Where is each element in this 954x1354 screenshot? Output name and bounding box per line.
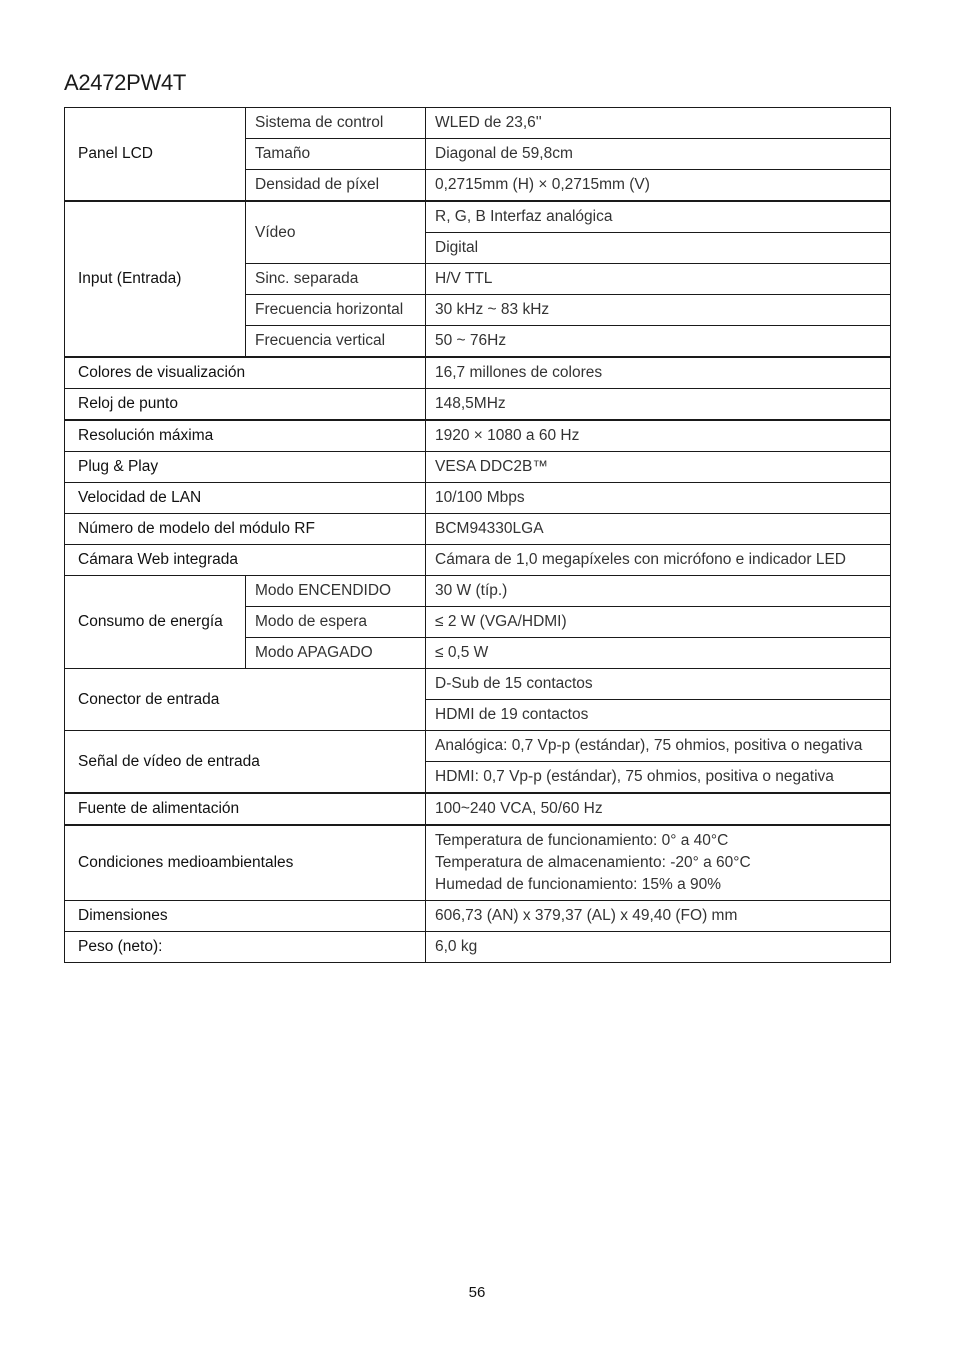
table-row [65, 669, 891, 700]
spec-name: Frecuencia vertical [246, 326, 426, 358]
spec-value: H/V TTL [426, 264, 891, 295]
spec-value: 1920 × 1080 a 60 Hz [426, 420, 891, 452]
spec-category-panel: Panel LCD [65, 108, 246, 202]
spec-name: Modo de espera [246, 607, 426, 638]
spec-name: Tamaño [246, 139, 426, 170]
table-row [65, 420, 891, 452]
spec-value: 10/100 Mbps [426, 483, 891, 514]
spec-name: Modo ENCENDIDO [246, 576, 426, 607]
table-row [65, 357, 891, 389]
table-row [65, 514, 891, 545]
table-row [65, 389, 891, 421]
spec-value: 0,2715mm (H) × 0,2715mm (V) [426, 170, 891, 202]
spec-name: Sinc. separada [246, 264, 426, 295]
page-number: 56 [468, 1284, 486, 1301]
table-row [65, 108, 891, 139]
table-row [65, 545, 891, 576]
spec-value: R, G, B Interfaz analógica [426, 201, 891, 233]
spec-category-plug-play: Plug & Play [65, 452, 426, 483]
spec-value: BCM94330LGA [426, 514, 891, 545]
spec-value: Digital [426, 233, 891, 264]
spec-name: Sistema de control [246, 108, 426, 139]
table-row [65, 932, 891, 963]
table-row [65, 901, 891, 932]
spec-name: Vídeo [246, 201, 426, 264]
spec-value-environment [426, 825, 891, 901]
spec-value: HDMI: 0,7 Vp-p (estándar), 75 ohmios, positiva o negativa [426, 762, 891, 794]
spec-value: 50 ~ 76Hz [426, 326, 891, 358]
spec-category-input-signal: Señal de vídeo de entrada [65, 731, 426, 794]
spec-value: 30 kHz ~ 83 kHz [426, 295, 891, 326]
spec-value: 606,73 (AN) x 379,37 (AL) x 49,40 (FO) mm [426, 901, 891, 932]
spec-value: 6,0 kg [426, 932, 891, 963]
spec-value: 100~240 VCA, 50/60 Hz [426, 793, 891, 825]
spec-category-rf-module: Número de modelo del módulo RF [65, 514, 426, 545]
spec-name: Frecuencia horizontal [246, 295, 426, 326]
environment-line: Temperatura de almacenamiento: -20° a 60°C [435, 854, 751, 871]
spec-category-environment: Condiciones medioambientales [65, 825, 426, 901]
spec-category-power: Consumo de energía [65, 576, 246, 669]
spec-name: Densidad de píxel [246, 170, 426, 202]
spec-category-power-supply: Fuente de alimentación [65, 793, 426, 825]
spec-category-dot-clock: Reloj de punto [65, 389, 426, 421]
table-row [65, 452, 891, 483]
spec-value: Analógica: 0,7 Vp-p (estándar), 75 ohmios, positiva o negativa [426, 731, 891, 762]
table-row [65, 731, 891, 762]
spec-value: 30 W (típ.) [426, 576, 891, 607]
spec-value: D-Sub de 15 contactos [426, 669, 891, 700]
table-row [65, 201, 891, 233]
specifications-table [64, 107, 891, 963]
spec-category-webcam: Cámara Web integrada [65, 545, 426, 576]
spec-value: 16,7 millones de colores [426, 357, 891, 389]
spec-value: Cámara de 1,0 megapíxeles con micrófono e indicador LED [426, 545, 891, 576]
spec-category-input: Input (Entrada) [65, 201, 246, 357]
spec-value: 148,5MHz [426, 389, 891, 421]
spec-category-lan-speed: Velocidad de LAN [65, 483, 426, 514]
spec-value: HDMI de 19 contactos [426, 700, 891, 731]
spec-value: WLED de 23,6'' [426, 108, 891, 139]
spec-name: Modo APAGADO [246, 638, 426, 669]
spec-category-colors: Colores de visualización [65, 357, 426, 389]
environment-line: Humedad de funcionamiento: 15% a 90% [435, 876, 722, 893]
spec-category-input-connector: Conector de entrada [65, 669, 426, 731]
spec-category-dimensions: Dimensiones [65, 901, 426, 932]
table-row [65, 483, 891, 514]
spec-value: ≤ 2 W (VGA/HDMI) [426, 607, 891, 638]
spec-value: VESA DDC2B™ [426, 452, 891, 483]
spec-category-weight: Peso (neto): [65, 932, 426, 963]
spec-value: ≤ 0,5 W [426, 638, 891, 669]
model-title: A2472PW4T [64, 70, 187, 95]
table-row [65, 793, 891, 825]
table-row [65, 576, 891, 607]
spec-category-max-resolution: Resolución máxima [65, 420, 426, 452]
table-row [65, 825, 891, 901]
spec-value: Diagonal de 59,8cm [426, 139, 891, 170]
environment-line: Temperatura de funcionamiento: 0° a 40°C [435, 832, 729, 849]
